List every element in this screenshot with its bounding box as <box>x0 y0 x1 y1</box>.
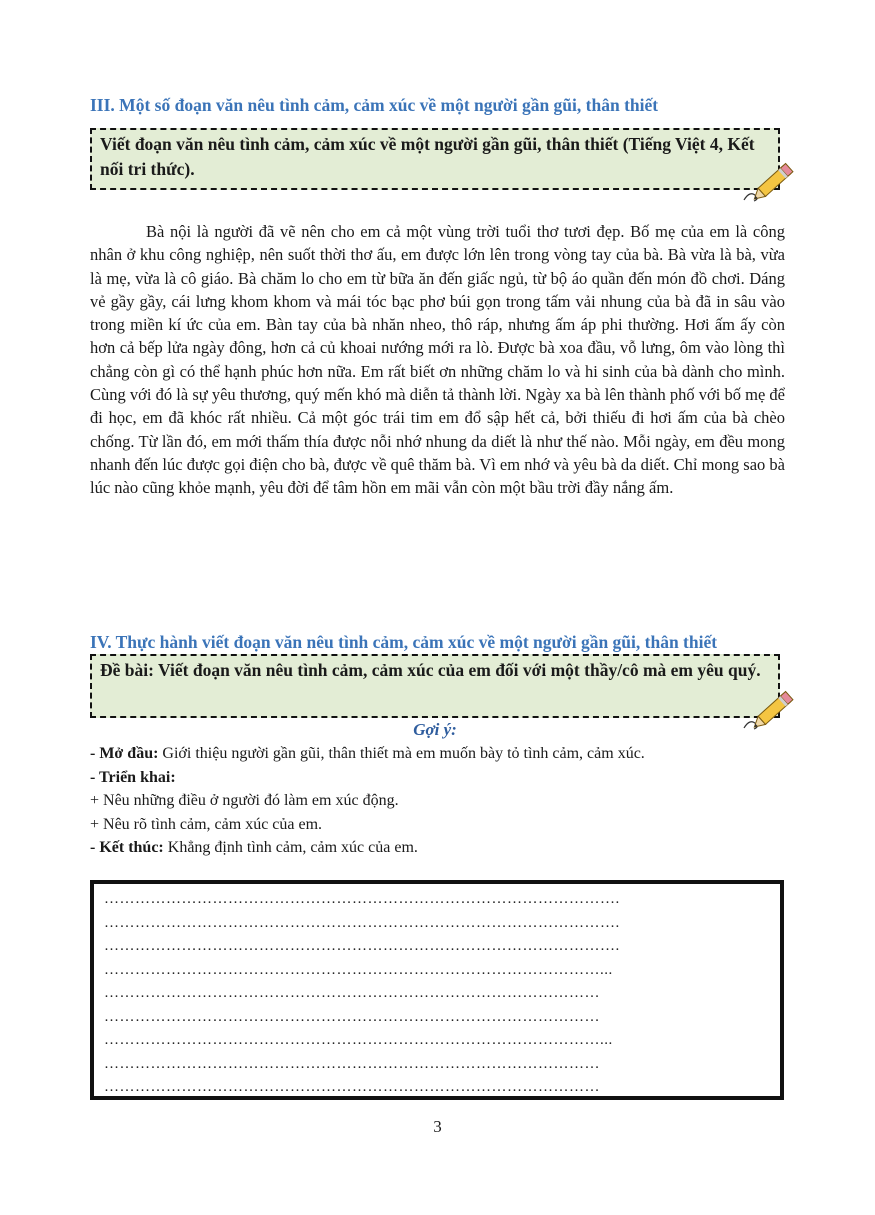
answer-box[interactable] <box>90 880 784 1100</box>
answer-line[interactable]: ……………………………………………………………………………………... <box>104 1032 613 1048</box>
answer-line[interactable]: ………………………………………………………………………………………. <box>104 914 620 931</box>
hint-end <box>90 836 790 860</box>
answer-line[interactable]: …………………………………………………………………………………… <box>104 985 600 1001</box>
hint-intro-label: - Mở đầu: <box>90 745 159 762</box>
page-number: 3 <box>433 1117 442 1136</box>
hint-body-label: - Triển khai: <box>90 768 176 786</box>
answer-line[interactable]: ………………………………………………………………………………………. <box>104 938 620 954</box>
hint-intro-text: Giới thiệu người gần gũi, thân thiết mà em muốn bày tỏ tình cảm, cảm xúc. <box>158 745 645 762</box>
hint-body-item-1: + Nêu những điều ở người đó làm em xúc động. <box>90 792 399 809</box>
section-4-task-box: Đề bài: Viết đoạn văn nêu tình cảm, cảm xúc của em đối với một thầy/cô mà em yêu quý. <box>90 654 780 718</box>
answer-line[interactable]: ………………………………………………………………………………………. <box>104 891 620 907</box>
section-3-heading: III. Một số đoạn văn nêu tình cảm, cảm xúc về một người gần gũi, thân thiết <box>90 95 659 115</box>
hint-intro <box>90 742 790 766</box>
hint-end-text: Khẳng định tình cảm, cảm xúc của em. <box>163 839 418 856</box>
hint-title: Gợi ý: <box>413 720 457 739</box>
sample-paragraph: Bà nội là người đã vẽ nên cho em cả một vùng trời tuổi thơ tươi đẹp. Bố mẹ của em là công nhân ở khu công nghiệp, nên suốt thời thơ ấu, em được lớn lên trong vòng tay của bà. Bà vừa là bà, vừa là mẹ, vừa là cô giáo. Bà chăm lo cho em từ bữa ăn đến giấc ngủ, từ bộ áo quần đến món đồ chơi. Dáng vẻ gầy gầy, cái lưng khom khom và mái tóc bạc phơ búi gọn trong tấm vải nhung của bà đã in sâu vào trong miền kí ức của em. Bàn tay của bà nhăn nheo, thô ráp, nhưng ấm áp phi thường. Hơi ấm ấy còn hơn cả bếp lửa ngày đông, hơn cả củ khoai nướng mới ra lò. Được bà xoa đầu, vỗ lưng, ôm vào lòng thì chẳng còn gì có thể hạnh phúc hơn nữa. Em rất biết ơn những chăm lo và hi sinh của bà dành cho mình. Cùng với đó là sự yêu thương, quý mến khó mà diễn tả thành lời. Ngày xa bà lên thành phố với bố mẹ để đi học, em đã khóc rất nhiều. Cả một góc trái tim em đổ sập hết cả, bởi thiếu đi hơi ấm của bà chèo chống. Từ lần đó, em mới thấm thía được nỗi nhớ nhung da diết là như thế nào. Mỗi ngày, em đều mong nhanh đến lúc được gọi điện cho bà, được về quê thăm bà. Vì em nhớ và yêu bà da diết. Chỉ mong sao bà lúc nào cũng khỏe mạnh, yêu đời để tâm hồn em mãi vẫn còn một bầu trời đầy nắng ấm. <box>90 222 785 498</box>
hint-list <box>90 742 790 860</box>
answer-line[interactable]: ……………………………………………………………………………………... <box>104 961 613 978</box>
section-3-task-box: Viết đoạn văn nêu tình cảm, cảm xúc về một người gần gũi, thân thiết (Tiếng Việt 4, Kết nối tri thức). <box>90 128 780 190</box>
hint-body <box>90 766 790 790</box>
hint-body-item-2: + Nêu rõ tình cảm, cảm xúc của em. <box>90 815 323 833</box>
section-4-heading: IV. Thực hành viết đoạn văn nêu tình cảm, cảm xúc về một người gần gũi, thân thiết <box>90 632 718 652</box>
hint-end-label: - Kết thúc: <box>90 839 164 856</box>
answer-line[interactable]: …………………………………………………………………………………… <box>104 1079 600 1095</box>
answer-line[interactable]: …………………………………………………………………………………… <box>104 1008 600 1025</box>
pencil-icon <box>740 152 800 206</box>
answer-line[interactable]: …………………………………………………………………………………… <box>104 1055 600 1072</box>
